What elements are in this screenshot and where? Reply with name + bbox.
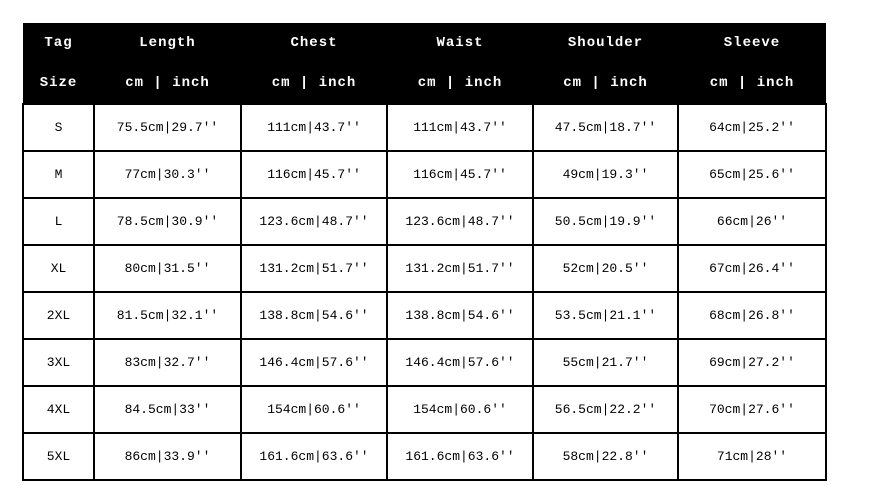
cell-waist: 111cm|43.7'' — [387, 104, 533, 151]
cell-length: 86cm|33.9'' — [94, 433, 241, 480]
cell-shoulder: 56.5cm|22.2'' — [533, 386, 678, 433]
cell-chest: 154cm|60.6'' — [241, 386, 387, 433]
cell-shoulder: 55cm|21.7'' — [533, 339, 678, 386]
cell-waist: 154cm|60.6'' — [387, 386, 533, 433]
cell-waist: 161.6cm|63.6'' — [387, 433, 533, 480]
cell-sleeve: 69cm|27.2'' — [678, 339, 826, 386]
cell-size: 4XL — [23, 386, 94, 433]
cell-shoulder: 58cm|22.8'' — [533, 433, 678, 480]
header-size: Size — [23, 63, 94, 104]
cell-size: 2XL — [23, 292, 94, 339]
table-row-s — [23, 104, 826, 151]
cell-waist: 131.2cm|51.7'' — [387, 245, 533, 292]
cell-sleeve: 68cm|26.8'' — [678, 292, 826, 339]
header-shoulder: Shoulder — [533, 23, 678, 63]
cell-shoulder: 53.5cm|21.1'' — [533, 292, 678, 339]
cell-shoulder: 50.5cm|19.9'' — [533, 198, 678, 245]
table-row-xl — [23, 245, 826, 292]
table-header — [23, 23, 826, 104]
header-length-unit: cm | inch — [94, 63, 241, 104]
table-row-5xl — [23, 433, 826, 480]
header-chest: Chest — [241, 23, 387, 63]
cell-length: 80cm|31.5'' — [94, 245, 241, 292]
cell-length: 78.5cm|30.9'' — [94, 198, 241, 245]
cell-chest: 111cm|43.7'' — [241, 104, 387, 151]
header-label-row — [23, 23, 826, 63]
table-row-3xl — [23, 339, 826, 386]
header-waist-unit: cm | inch — [387, 63, 533, 104]
cell-sleeve: 65cm|25.6'' — [678, 151, 826, 198]
cell-size: L — [23, 198, 94, 245]
cell-shoulder: 49cm|19.3'' — [533, 151, 678, 198]
cell-chest: 116cm|45.7'' — [241, 151, 387, 198]
cell-length: 83cm|32.7'' — [94, 339, 241, 386]
cell-size: 3XL — [23, 339, 94, 386]
cell-sleeve: 71cm|28'' — [678, 433, 826, 480]
cell-shoulder: 52cm|20.5'' — [533, 245, 678, 292]
cell-length: 77cm|30.3'' — [94, 151, 241, 198]
cell-chest: 138.8cm|54.6'' — [241, 292, 387, 339]
cell-waist: 123.6cm|48.7'' — [387, 198, 533, 245]
header-length: Length — [94, 23, 241, 63]
cell-size: XL — [23, 245, 94, 292]
cell-chest: 123.6cm|48.7'' — [241, 198, 387, 245]
header-tag: Tag — [23, 23, 94, 63]
cell-waist: 116cm|45.7'' — [387, 151, 533, 198]
table-row-m — [23, 151, 826, 198]
table-row-2xl — [23, 292, 826, 339]
cell-size: S — [23, 104, 94, 151]
cell-length: 75.5cm|29.7'' — [94, 104, 241, 151]
table-row-4xl — [23, 386, 826, 433]
cell-sleeve: 64cm|25.2'' — [678, 104, 826, 151]
cell-length: 84.5cm|33'' — [94, 386, 241, 433]
table-row-l — [23, 198, 826, 245]
cell-size: M — [23, 151, 94, 198]
cell-waist: 138.8cm|54.6'' — [387, 292, 533, 339]
header-sleeve: Sleeve — [678, 23, 826, 63]
cell-waist: 146.4cm|57.6'' — [387, 339, 533, 386]
table-body — [23, 104, 826, 480]
cell-size: 5XL — [23, 433, 94, 480]
cell-sleeve: 70cm|27.6'' — [678, 386, 826, 433]
cell-length: 81.5cm|32.1'' — [94, 292, 241, 339]
header-sleeve-unit: cm | inch — [678, 63, 826, 104]
cell-chest: 131.2cm|51.7'' — [241, 245, 387, 292]
header-chest-unit: cm | inch — [241, 63, 387, 104]
cell-chest: 161.6cm|63.6'' — [241, 433, 387, 480]
header-unit-row — [23, 63, 826, 104]
cell-chest: 146.4cm|57.6'' — [241, 339, 387, 386]
header-shoulder-unit: cm | inch — [533, 63, 678, 104]
cell-sleeve: 66cm|26'' — [678, 198, 826, 245]
cell-shoulder: 47.5cm|18.7'' — [533, 104, 678, 151]
cell-sleeve: 67cm|26.4'' — [678, 245, 826, 292]
size-chart-table — [22, 23, 827, 481]
header-waist: Waist — [387, 23, 533, 63]
